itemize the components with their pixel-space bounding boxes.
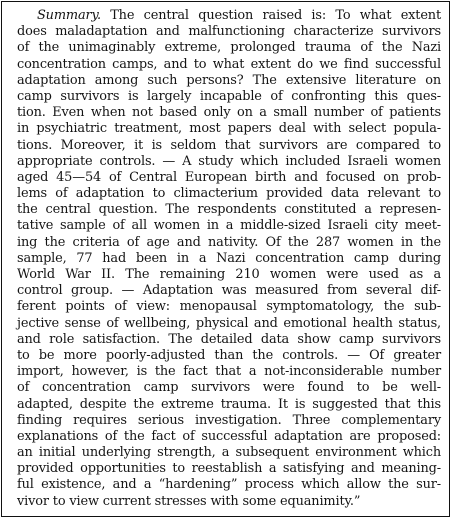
summary-paragraph xyxy=(17,8,441,510)
text-line: import, however, is the fact that a not-inconsiderable number xyxy=(17,364,441,380)
text-line: camp survivors is largely incapable of confronting this ques- xyxy=(17,88,441,104)
line-text: The central question raised is: To what extent xyxy=(100,8,441,23)
text-line: tion. Even when not based only on a small number of patients xyxy=(17,105,441,121)
text-line: provided opportunities to reestablish a satisfying and meaning- xyxy=(17,461,441,477)
text-line xyxy=(17,8,441,24)
text-line: ing the criteria of age and nativity. Of the 287 women in the xyxy=(17,234,441,250)
text-line: of concentration camp survivors were found to be well- xyxy=(17,380,441,396)
text-line: an initial underlying strength, a subsequent environment which xyxy=(17,445,441,461)
text-line: does maladaptation and malfunctioning characterize survivors xyxy=(17,24,441,40)
text-line: adapted, despite the extreme trauma. It is suggested that this xyxy=(17,396,441,412)
text-line: control group. — Adaptation was measured from several dif- xyxy=(17,283,441,299)
text-line: appropriate controls. — A study which included Israeli women xyxy=(17,153,441,169)
text-line: jective sense of wellbeing, physical and emotional health status, xyxy=(17,315,441,331)
text-line: tions. Moreover, it is seldom that survivors are compared to xyxy=(17,137,441,153)
document-frame xyxy=(1,1,450,517)
text-line: lems of adaptation to climacterium provided data relevant to xyxy=(17,186,441,202)
text-line: the central question. The respondents constituted a represen- xyxy=(17,202,441,218)
text-line: World War II. The remaining 210 women were used as a xyxy=(17,267,441,282)
text-line: concentration camps, and to what extent do we find successful xyxy=(17,56,441,72)
text-line: sample, 77 had been in a Nazi concentration camp during xyxy=(17,250,441,266)
text-line: ferent points of view: menopausal symptomatology, the sub- xyxy=(17,299,441,315)
text-line: explanations of the fact of successful adaptation are proposed: xyxy=(17,428,441,444)
summary-label: Summary. xyxy=(37,8,101,23)
text-line: of the unimaginably extreme, prolonged trauma of the Nazi xyxy=(17,40,441,56)
text-line: tative sample of all women in a middle-sized Israeli city meet- xyxy=(17,218,441,234)
text-line: vivor to view current stresses with some equanimity.” xyxy=(17,493,361,509)
text-line: in psychiatric treatment, most papers deal with select popula- xyxy=(17,121,441,137)
text-line: ful existence, and a “hardening” process which allow the sur- xyxy=(17,477,441,493)
text-line: to be more poorly-adjusted than the controls. — Of greater xyxy=(17,347,441,363)
text-line: and role satisfaction. The detailed data show camp survivors xyxy=(17,331,441,347)
text-line: finding requires serious investigation. Three complementary xyxy=(17,412,441,428)
text-line: adaptation among such persons? The extensive literature on xyxy=(17,72,441,88)
text-line: aged 45—54 of Central European birth and focused on prob- xyxy=(17,169,441,185)
